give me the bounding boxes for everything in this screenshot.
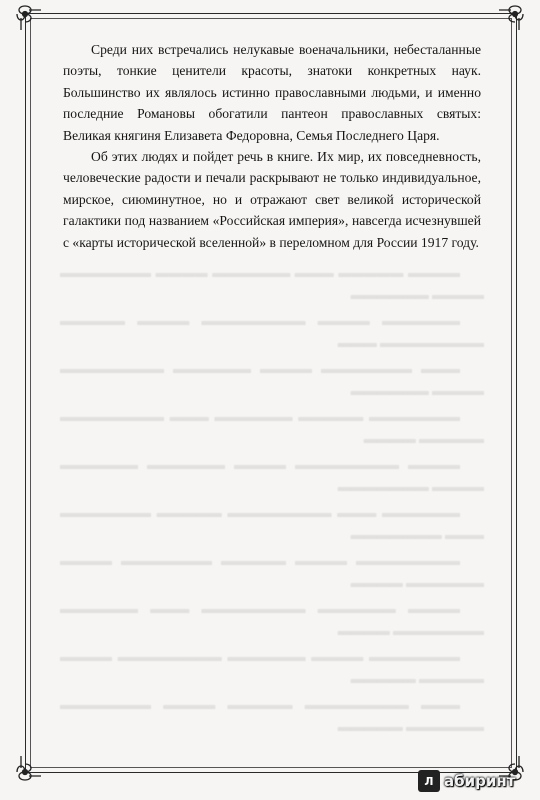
corner-ornament-top-left: [15, 4, 49, 38]
labirint-logo-icon: Л: [418, 770, 440, 792]
body-text: [63, 39, 481, 253]
show-through-texture: ▬▬▬▬ ▬▬▬▬▬ ▬▬▬ ▬▬▬▬▬▬ ▬▬▬▬ ▬▬▬▬▬▬▬ ▬▬▬▬ ▬▬▬▬▬▬ ▬▬▬▬▬▬ ▬▬▬▬ ▬▬▬▬▬▬▬▬ ▬▬▬▬ ▬▬▬▬▬ ▬▬▬▬▬▬▬▬ ▬▬▬ ▬▬▬ ▬▬▬▬▬▬▬ ▬▬▬▬ ▬▬▬▬▬▬ ▬▬▬▬▬▬▬▬ ▬▬▬▬ ▬▬▬▬▬▬ ▬▬▬▬▬▬▬ ▬▬▬▬▬ ▬▬▬▬▬▬ ▬▬▬ ▬▬▬▬▬▬▬▬ ▬▬▬▬▬ ▬▬▬▬ ▬▬▬▬ ▬▬▬▬▬▬▬▬ ▬▬▬▬ ▬▬▬▬▬▬ ▬▬▬▬▬▬ ▬▬▬▬ ▬▬▬▬▬▬▬ ▬▬▬▬▬▬ ▬▬▬ ▬▬▬▬▬▬▬▬ ▬▬▬▬▬ ▬▬▬▬▬▬▬ ▬▬▬ ▬▬▬▬▬▬▬ ▬▬▬▬▬▬▬▬ ▬▬▬▬ ▬▬▬▬▬ ▬▬▬▬▬▬▬ ▬▬▬▬ ▬▬▬▬▬▬ ▬▬▬▬ ▬▬▬▬ ▬▬▬▬▬▬ ▬▬▬▬▬▬▬▬ ▬▬▬ ▬▬▬▬▬▬ ▬▬▬▬▬▬▬ ▬▬▬▬ ▬▬▬▬▬▬▬ ▬▬▬▬ ▬▬▬▬▬▬ ▬▬▬▬▬▬▬▬ ▬▬▬▬ ▬▬▬▬▬ ▬▬▬▬▬ ▬▬▬ ▬▬▬▬▬▬▬▬ ▬▬▬▬▬ ▬▬▬▬ ▬▬▬▬▬▬▬ ▬▬▬▬▬▬ ▬▬▬▬▬: [60, 265, 484, 732]
paragraph-2: Об этих людях и пойдет речь в книге. Их мир, их повседневность, человеческие радости и печали раскрывают не только индивидуальное, мирское, сиюминутное, но и отражают свет великой исторической галактики под названием «Российская империя», навсегда исчезнувшей с «карты исторической вселенной» в переломном для России 1917 году.: [63, 149, 481, 250]
watermark-text: абиринт: [444, 772, 516, 790]
labirint-watermark: [418, 762, 540, 800]
paragraph-1: Среди них встречались нелукавые военачальники, небесталанные поэты, тонкие ценители красоты, знатоки конкретных наук. Большинство их являлось истинно православными людьми, и именно последние Романовы обогатили пантеон православных святых: Великая княгиня Елизавета Федоровна, Семья Последнего Царя.: [63, 42, 481, 143]
corner-ornament-bottom-left: [15, 748, 49, 782]
corner-ornament-top-right: [491, 4, 525, 38]
